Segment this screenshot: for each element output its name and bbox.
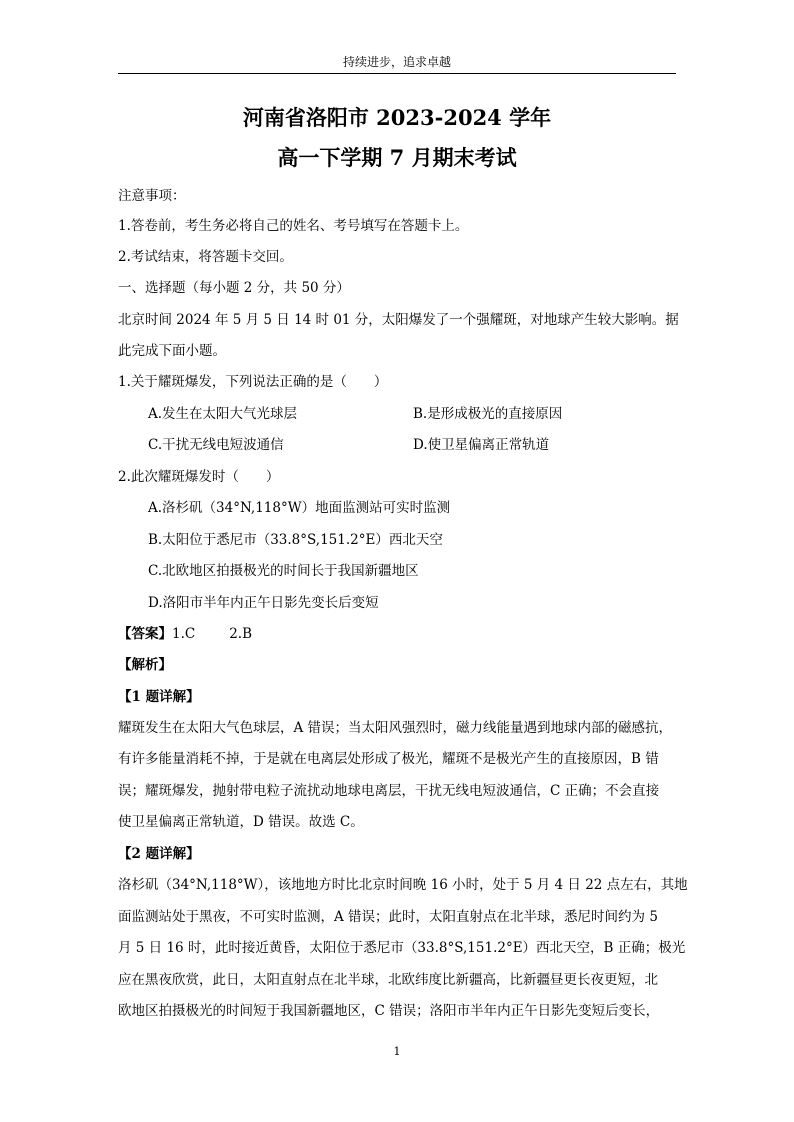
q1-detail-line: 耀斑发生在太阳大气色球层，A 错误；当太阳风强烈时，磁力线能量遇到地球内部的磁感抗， (118, 720, 673, 736)
question-1: 1.关于耀斑爆发，下列说法正确的是（ ） (118, 374, 388, 390)
analysis-label: 【解析】 (118, 657, 172, 673)
exam-title-line2: 高一下学期 7 月期末考试 (277, 145, 517, 170)
q1-option-d: D.使卫星偏离正常轨道 (413, 437, 550, 453)
notice-item-2: 2.考试结束，将答题卡交回。 (118, 249, 293, 265)
question-stem-line1: 北京时间 2024 年 5 月 5 日 14 时 01 分，太阳爆发了一个强耀斑，对地球产生较大影响。据 (118, 312, 679, 328)
notice-item-1: 1.答卷前，考生务必将自己的姓名、考号填写在答题卡上。 (118, 218, 469, 234)
page-header (118, 54, 676, 74)
q1-detail-line: 有许多能量消耗不掉，于是就在电离层处形成了极光，耀斑不是极光产生的直接原因，B 错 (118, 751, 659, 767)
q2-option-a: A.洛杉矶（34°N,118°W）地面监测站可实时监测 (148, 500, 451, 516)
q2-detail-line: 欧地区拍摄极光的时间短于我国新疆地区，C 错误；洛阳市半年内正午日影先变短后变长， (118, 1003, 660, 1019)
q2-detail-line: 月 5 日 16 时，此时接近黄昏，太阳位于悉尼市（33.8°S,151.2°E）西北天空，B 正确；极光 (118, 940, 686, 956)
q2-option-d: D.洛阳市半年内正午日影先变长后变短 (148, 595, 379, 611)
q1-option-c: C.干扰无线电短波通信 (148, 437, 284, 453)
q2-option-b: B.太阳位于悉尼市（33.8°S,151.2°E）西北天空 (148, 532, 443, 548)
q2-detail-line: 应在黑夜欣赏，此日，太阳直射点在北半球，北欧纬度比新疆高，比新疆昼更长夜更短，北 (118, 972, 658, 988)
q1-detail-label: 【1 题详解】 (118, 689, 200, 705)
q1-detail-line: 误；耀斑爆发，抛射带电粒子流扰动地球电离层，干扰无线电短波通信，C 正确；不会直接 (118, 783, 660, 799)
q1-option-b: B.是形成极光的直接原因 (413, 406, 563, 422)
q2-detail-line: 面监测站处于黑夜，不可实时监测，A 错误；此时，太阳直射点在北半球，悉尼时间约为 5 (118, 909, 658, 925)
answer-line (118, 624, 678, 644)
answer-1: 1.C (172, 626, 196, 642)
q2-detail-line: 洛杉矶（34°N,118°W），该地地方时比北京时间晚 16 小时，处于 5 月 4 日 22 点左右，其地 (118, 877, 688, 893)
notice-heading: 注意事项： (118, 188, 186, 204)
question-2: 2.此次耀斑爆发时（ ） (118, 469, 280, 485)
q2-option-c: C.北欧地区拍摄极光的时间长于我国新疆地区 (148, 563, 419, 579)
page-number: 1 (393, 1045, 401, 1058)
exam-title-line1: 河南省洛阳市 2023-2024 学年 (242, 105, 552, 130)
section-heading: 一、选择题（每小题 2 分，共 50 分） (118, 280, 350, 296)
q1-option-a: A.发生在太阳大气光球层 (148, 406, 298, 422)
answer-2: 2.B (229, 626, 253, 642)
q1-detail-line: 使卫星偏离正常轨道，D 错误。故选 C。 (118, 814, 364, 830)
header-slogan: 持续进步，追求卓越 (342, 55, 451, 69)
question-stem-line2: 此完成下面小题。 (118, 343, 226, 359)
q2-detail-label: 【2 题详解】 (118, 846, 200, 862)
answer-label: 【答案】 (118, 626, 172, 642)
